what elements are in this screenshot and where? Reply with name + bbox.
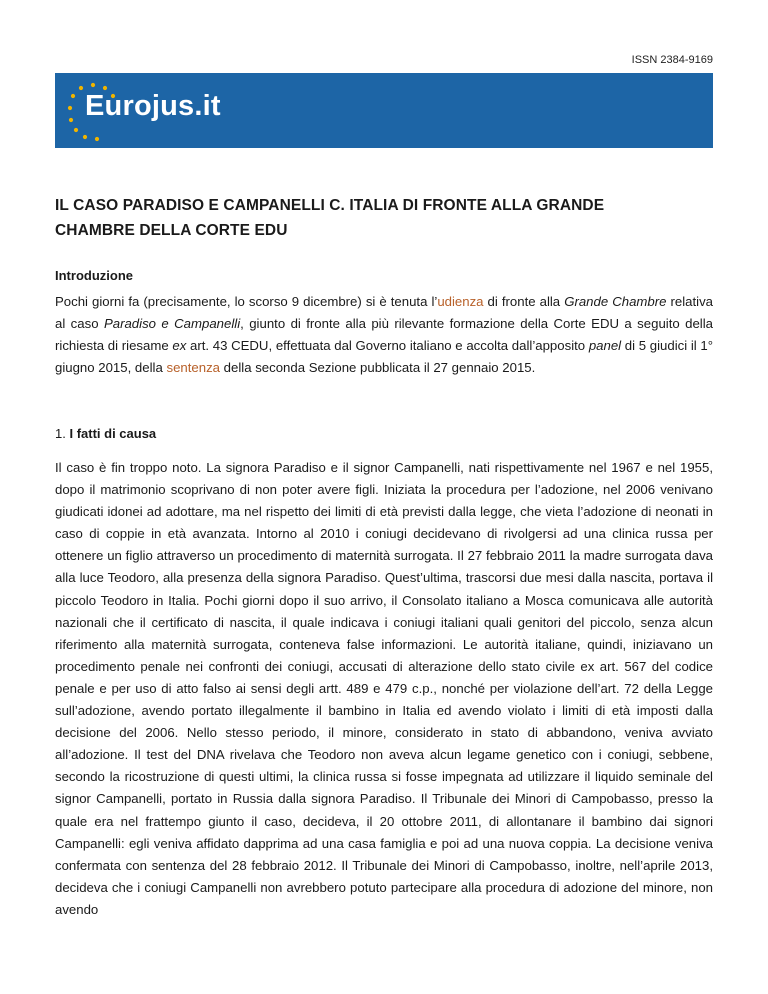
title-line-1: IL CASO PARADISO E CAMPANELLI C. ITALIA DI FRONTE ALLA GRANDE <box>55 197 605 214</box>
sentenza-link[interactable]: sentenza <box>166 360 220 376</box>
header-banner <box>55 73 713 148</box>
udienza-link[interactable]: udienza <box>437 294 484 309</box>
section-number: 1. <box>55 426 66 441</box>
section-title: I fatti di causa <box>69 426 157 441</box>
brand-name: Eurojus.it <box>85 90 221 122</box>
title-line-2: CHAMBRE DELLA CORTE EDU <box>55 222 288 239</box>
issn-label: ISSN 2384-9169 <box>631 54 713 66</box>
intro-heading: Introduzione <box>55 268 133 283</box>
facts-paragraph: Il caso è fin troppo noto. La signora Paradiso e il signor Campanelli, nati rispettivamente nel 1967 e nel 1955, dopo il matrimonio scoprivano di non poter avere figli. Iniziata la procedura per l’adozione, nel 2006 venivano giudicati idonei ad adottare, ma nel rispetto dei limiti di età previsti dalla legge, che vieta l’adozione di neonati in caso di coppie in età avanzata. Intorno al 2010 i coniugi decidevano di rivolgersi ad una clinica russa per ottenere un figlio attraverso un procedimento di maternità surrogata. Il 27 febbraio 2011 la madre surrogata dava alla luce Teodoro, alla presenza della signora Paradiso. Quest’ultima, trascorsi due mesi dalla nascita, portava il piccolo Teodoro in Italia. Pochi giorni dopo il suo arrivo, il Consolato italiano a Mosca comunicava alle autorità nazionali che il certificato di nascita, il quale indicava i coniugi italiani quali genitori del piccolo, senza alcun riferimento alla maternità surrogata, conteneva false informazioni. Le autorità italiane, quindi, iniziavano un procedimento penale nei confronti dei coniugi, accusati di alterazione dello stato civile ex art. 567 del codice penale e per uso di atto falso ai sensi degli artt. 489 e 479 c.p., nonché per violazione dell’art. 72 della Legge sull’adozione, avendo portato illegalmente il bambino in Italia ed avendo violato i limiti di età imposti dalla decisione del 2006. Nello stesso periodo, il minore, considerato in stato di abbandono, veniva avviato all’adozione. Il test del DNA rivelava che Teodoro non aveva alcun legame genetico con i coniugi, sebbene, secondo la ricostruzione di questi ultimi, la clinica russa si fosse impegnata ad utilizzare il liquido seminale del signor Campanelli, portato in Russia dalla signora Paradiso. Il Tribunale dei Minori di Campobasso, presso la quale era nel frattempo giunto il caso, decideva, il 20 ottobre 2011, di allontanare il bambino dai signori Campanelli: egli veniva affidato dapprima ad una casa famiglia e poi ad una nuova coppia. La decisione veniva confermata con sentenza del 28 febbraio 2012. Il Tribunale dei Minori di Campobasso, inoltre, nell’aprile 2013, decideva che i coniugi Campanelli non avrebbero potuto partecipare alla procedura di adozione del minore, non avendo <box>55 460 713 917</box>
eurojus-logo[interactable] <box>61 79 251 143</box>
intro-paragraph: Pochi giorni fa (precisamente, lo scorso 9 dicembre) si è tenuta l’udienza di fronte alla Grande Chambre relativa al caso Paradiso e Campanelli, giunto di fronte alla più rilevante formazione della Corte EDU a seguito della richiesta di riesame ex art. 43 CEDU, effettuata dal Governo italiano e accolta dall’apposito panel di 5 giudici il 1° giugno 2015, della sentenza della seconda Sezione pubblicata il 27 gennaio 2015. <box>55 294 714 376</box>
article-title <box>55 193 675 243</box>
section-1-heading <box>55 426 156 441</box>
